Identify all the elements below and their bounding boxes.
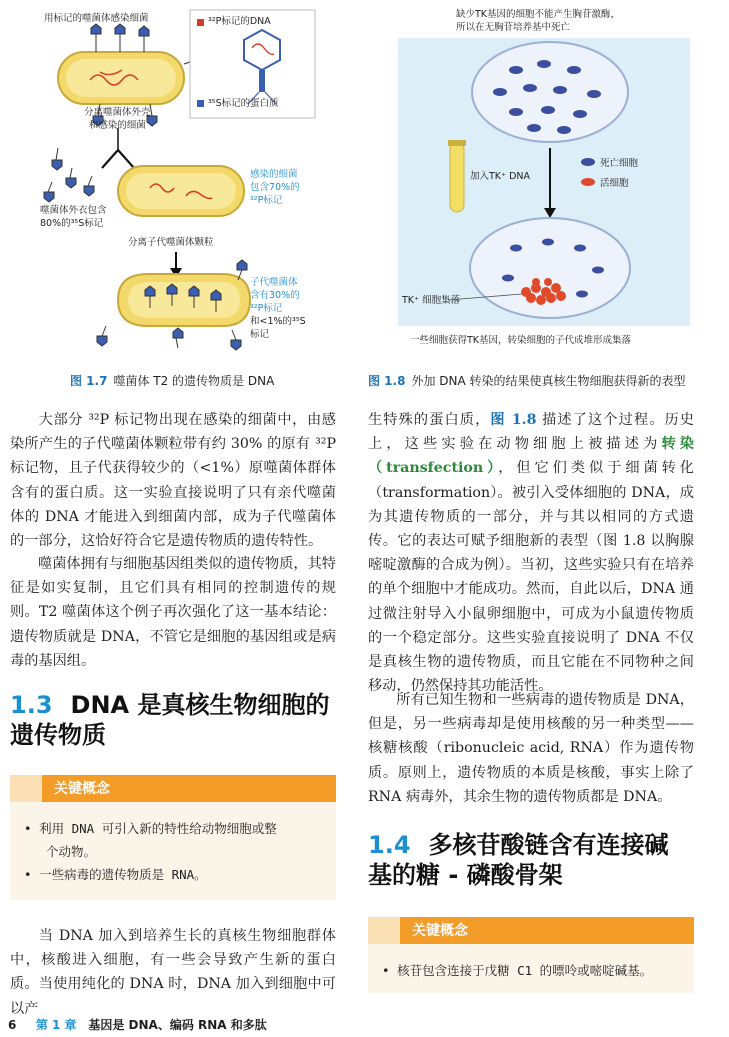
term-transfection: 转染（transfection） (368, 436, 694, 477)
key-concepts-tab (368, 917, 400, 944)
key-concepts-title: 关键概念 (412, 923, 468, 939)
petri-dish-2 (470, 218, 630, 318)
key-concept-item: • 利用 DNA 可引入新的特性给动物细胞或整 (24, 821, 277, 836)
fig17-step2: 分离子代噬菌体颗粒 (128, 237, 214, 248)
fig17-progeny-label: 子代噬菌体 含有30%的 ³²P标记 (250, 277, 300, 314)
fig18-colony-label: TK⁺ 细胞集落 (402, 295, 461, 306)
chapter-title: 基因是 DNA、编码 RNA 和多肽 (88, 1018, 267, 1032)
page-footer (8, 1016, 267, 1034)
fig18-caption-text: 外加 DNA 转染的结果使真核生物细胞获得新的表型 (411, 374, 686, 388)
section-1-3-title: 1.3 DNA 是真核生物细胞的 遗传物质 (10, 691, 330, 749)
fig18-add-dna-label: 加入TK⁺ DNA (470, 171, 530, 182)
key-concepts-box-2 (368, 917, 694, 993)
key-concept-item: • 核苷包含连接于戊糖 C1 的嘌呤或嘧啶碱基。 (382, 963, 653, 978)
section-1-3-num: 1.3 (10, 691, 53, 719)
fig18-caption (368, 372, 686, 389)
fig17-caption (70, 372, 274, 389)
fig18-bottom-note: 一些细胞获得TK基因，转染细胞的子代成堆形成集落 (410, 335, 632, 346)
figure-1-7 (0, 0, 355, 365)
section-1-4-num: 1.4 (368, 831, 411, 859)
fig17-step1: 分离噬菌体外壳 和感染的细菌 (84, 107, 151, 131)
right-paragraph-2: 所有已知生物和一些病毒的遗传物质是 DNA，但是，另一些病毒却是使用核酸的另一种类型——核糖核酸（ribonucleic acid, RNA）作为遗传物质。原则上，遗传物质的本质是核酸，事实上除了 RNA 病毒外，其余生物的遗传物质都是 DNA。 (368, 692, 694, 805)
key-concepts-header (368, 917, 694, 944)
fig17-coat-label: 噬菌体外衣包含 80%的³⁵S标记 (40, 205, 107, 229)
fig17-progeny-label2: 和<1%的³⁵S 标记 (250, 316, 306, 340)
fig17-legend-protein: ³⁵S标记的蛋白质 (208, 98, 279, 109)
petri-dish-1 (472, 42, 628, 142)
chapter-number: 第 1 章 (35, 1018, 77, 1032)
fig18-top-note: 缺少TK基因的细胞不能产生胸苷激酶， 所以在无胸苷培养基中死亡 (456, 9, 621, 33)
lysed-bacterium (118, 274, 250, 326)
left-paragraph-2: 噬菌体拥有与细胞基因组类似的遗传物质，其特征是如实复制，且它们具有相同的控制遗传的规则。T2 噬菌体这个例子再次强化了这一基本结论：遗传物质就是 DNA，不管它是细胞的基因组或是病毒的基因组。 (10, 556, 336, 669)
fig18-caption-num: 图 1.8 (368, 374, 406, 388)
fig18-legend-live: 活细胞 (600, 178, 629, 189)
key-concepts-list (382, 959, 688, 982)
fig17-caption-num: 图 1.7 (70, 374, 108, 388)
fig18-reference-link[interactable]: 图 1.8 (490, 412, 537, 428)
left-paragraph-1: 大部分 ³²P 标记物出现在感染的细菌中，由感染所产生的子代噬菌体颗粒带有约 30% 的原有 ³²P 标记物，且子代获得较少的（<1%）原噬菌体群体含有的蛋白质。这一实验直接说明了只有亲代噬菌体的 DNA 才能进入到细菌内部，成为子代噬菌体的一部分，这恰好符合它是遗传物质的遗传特性。 (10, 412, 336, 550)
key-concept-item: • 一些病毒的遗传物质是 RNA。 (24, 867, 207, 882)
key-concepts-title: 关键概念 (54, 781, 110, 797)
fig17-title-label: 用标记的噬菌体感染细菌 (44, 13, 149, 24)
key-concepts-list (24, 817, 330, 886)
fig17-legend-dna: ³²P标记的DNA (208, 16, 271, 27)
key-concepts-box-1 (10, 775, 336, 900)
infected-bacterium-1 (58, 52, 184, 104)
page-number: 6 (8, 1018, 17, 1032)
left-paragraph-3: 当 DNA 加入到培养生长的真核生物细胞群体中，核酸进入细胞，有一些会导致产生新的蛋白质。当使用纯化的 DNA 时，DNA 加入到细胞中可以产 (10, 928, 336, 1017)
fig17-infected-label: 感染的细菌 包含70%的 ³²P标记 (250, 169, 300, 206)
key-concepts-header (10, 775, 336, 802)
key-concepts-tab (10, 775, 42, 802)
fig17-caption-text: 噬菌体 T2 的遗传物质是 DNA (113, 374, 275, 388)
test-tube-icon (448, 140, 466, 212)
section-1-4-title: 1.4 多核苷酸链含有连接碱 基的糖 - 磷酸骨架 (368, 831, 669, 889)
figure-1-8 (398, 4, 690, 356)
phage-experiment-diagram (0, 0, 355, 365)
fig18-legend-dead: 死亡细胞 (600, 158, 639, 169)
infected-bacterium-2 (118, 166, 244, 216)
right-paragraph-1: 生特殊的蛋白质，图 1.8 描述了这个过程。历史上，这些实验在动物细胞上被描述为转染（transfection），但它们类似于细菌转化（transformation）。被引入受体细胞的 DNA，成为其遗传物质的一部分，并与其以相同的方式遗传。它的表达可赋予细胞新的表型（图 1.8 以胸腺嘧啶激酶的合成为例）。当初，这些实验只有在培养的单个细胞中才能成功。然而，自此以后，DNA 通过微注射导入小鼠卵细胞中，可成为小鼠遗传物质的一个稳定部分。这些实验直接说明了 DNA 不仅是真核生物的遗传物质，而且它能在不同物种之间移动，仍然保持其功能活性。 (368, 412, 694, 695)
key-concept-item-cont: 个动物。 (46, 844, 97, 859)
